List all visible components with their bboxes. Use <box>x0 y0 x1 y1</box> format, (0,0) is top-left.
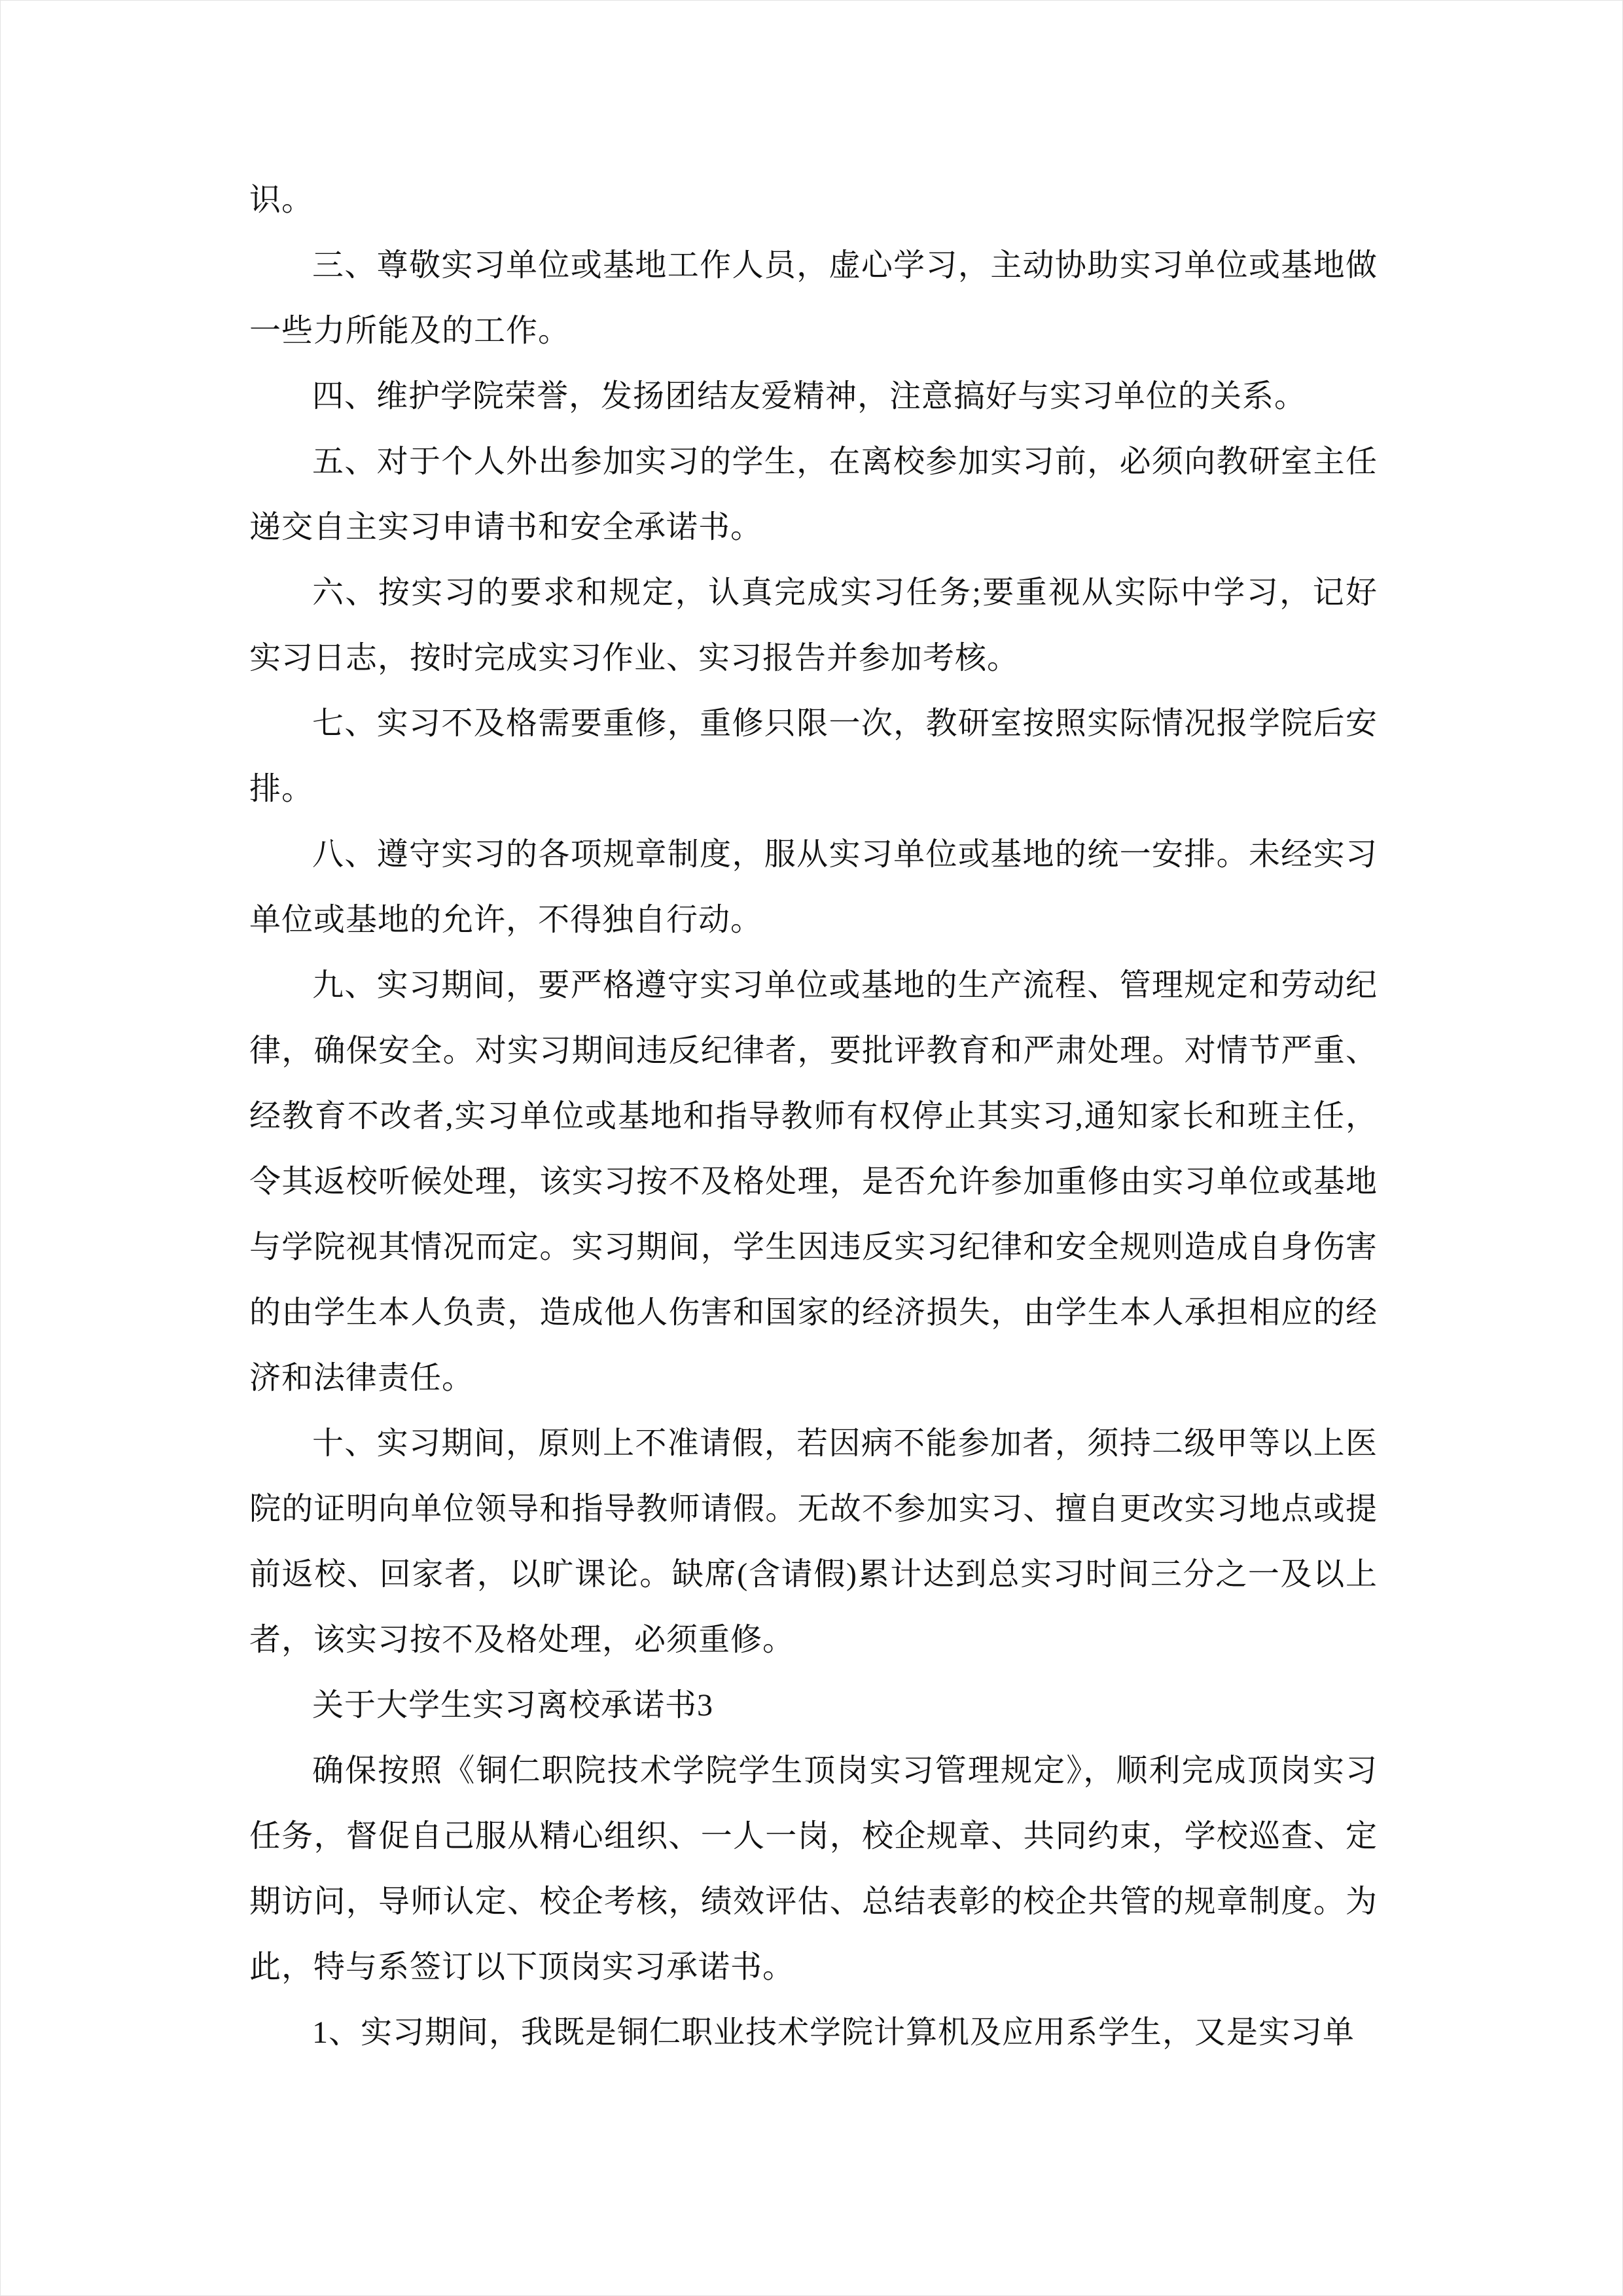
paragraph: 确保按照《铜仁职院技术学院学生顶岗实习管理规定》，顺利完成顶岗实习任务，督促自己服从精心组织、一人一岗，校企规章、共同约束，学校巡查、定期访问，导师认定、校企考核，绩效评估、总结表彰的校企共管的规章制度。为此，特与系签订以下顶岗实习承诺书。 <box>249 1753 1378 1984</box>
paragraph: 识。 <box>249 183 314 217</box>
paragraph: 八、遵守实习的各项规章制度，服从实习单位或基地的统一安排。未经实习单位或基地的允许，不得独自行动。 <box>249 837 1378 937</box>
paragraph: 六、按实习的要求和规定，认真完成实习任务;要重视从实际中学习，记好实习日志，按时完成实习作业、实习报告并参加考核。 <box>249 575 1378 675</box>
paragraph: 七、实习不及格需要重修，重修只限一次，教研室按照实际情况报学院后安排。 <box>249 706 1378 806</box>
document-body <box>249 168 1378 2066</box>
paragraph: 十、实习期间，原则上不准请假，若因病不能参加者，须持二级甲等以上医院的证明向单位领导和指导教师请假。无故不参加实习、擅自更改实习地点或提前返校、回家者，以旷课论。缺席(含请假)累计达到总实习时间三分之一及以上者，该实习按不及格处理，必须重修。 <box>249 1426 1378 1657</box>
paragraph: 1、实习期间，我既是铜仁职业技术学院计算机及应用系学生，又是实习单 <box>312 2015 1355 2050</box>
paragraph: 四、维护学院荣誉，发扬团结友爱精神，注意搞好与实习单位的关系。 <box>312 379 1307 414</box>
paragraph: 九、实习期间，要严格遵守实习单位或基地的生产流程、管理规定和劳动纪律，确保安全。对实习期间违反纪律者，要批评教育和严肃处理。对情节严重、经教育不改者,实习单位或基地和指导教师有权停止其实习,通知家长和班主任，令其返校听候处理，该实习按不及格处理，是否允许参加重修由实习单位或基地与学院视其情况而定。实习期间，学生因违反实习纪律和安全规则造成自身伤害的由学生本人负责，造成他人伤害和国家的经济损失，由学生本人承担相应的经济和法律责任。 <box>249 968 1378 1395</box>
paragraph: 五、对于个人外出参加实习的学生，在离校参加实习前，必须向教研室主任递交自主实习申请书和安全承诺书。 <box>249 444 1378 545</box>
paragraph: 三、尊敬实习单位或基地工作人员，虚心学习，主动协助实习单位或基地做一些力所能及的工作。 <box>249 248 1378 348</box>
paragraph: 关于大学生实习离校承诺书3 <box>312 1688 714 1723</box>
